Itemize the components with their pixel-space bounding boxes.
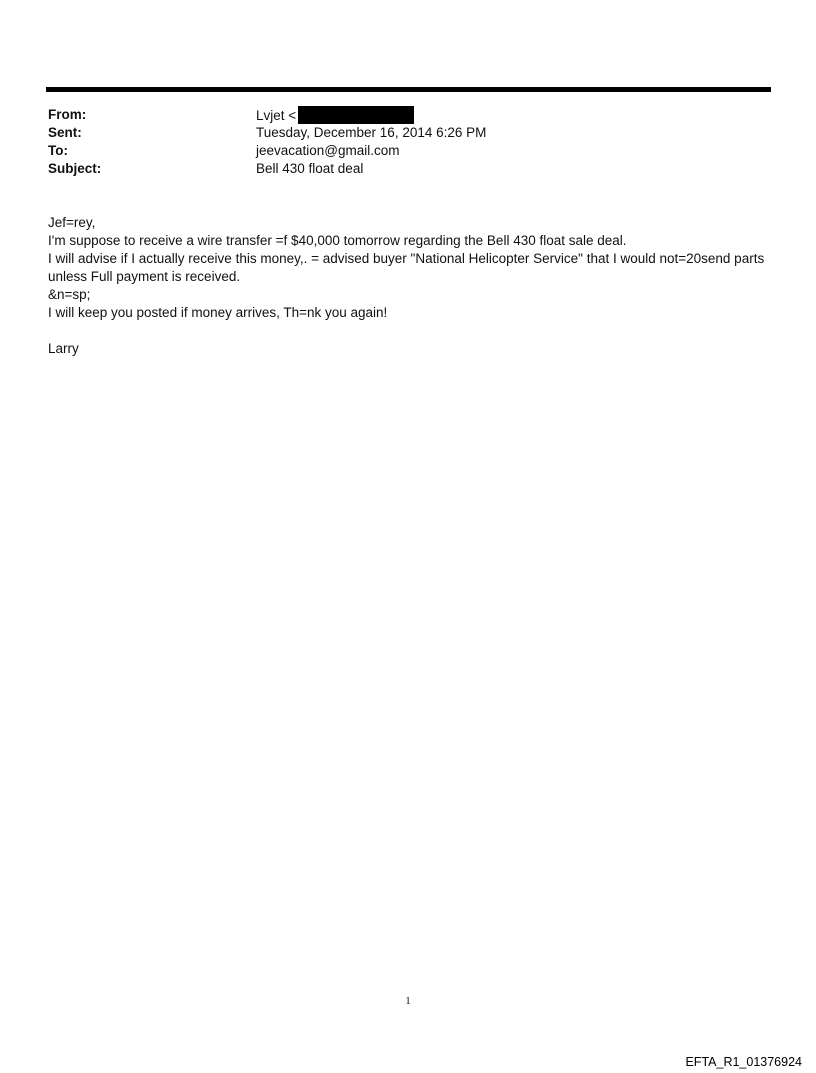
header-row-to: [48, 142, 768, 160]
body-line: I will keep you posted if money arrives, Th=nk you again!: [48, 305, 388, 320]
header-row-sent: [48, 124, 768, 142]
email-body: [48, 214, 778, 358]
header-divider-rule: [46, 87, 771, 92]
to-label: To:: [48, 143, 68, 158]
body-line: &n=sp;: [48, 287, 91, 302]
page-number: 1: [405, 995, 411, 1007]
header-row-from: [48, 106, 768, 124]
sent-value: Tuesday, December 16, 2014 6:26 PM: [256, 125, 487, 140]
document-id: EFTA_R1_01376924: [685, 1055, 802, 1069]
body-line: unless Full payment is received.: [48, 269, 241, 284]
sent-label: Sent:: [48, 125, 82, 140]
redaction-block: [298, 106, 414, 124]
email-header: [48, 106, 768, 178]
body-line-signature: Larry: [48, 341, 79, 356]
from-value: [256, 106, 414, 125]
from-label: From:: [48, 107, 87, 122]
body-line: I will advise if I actually receive this money,. = advised buyer "National Helicopter Service" that I would not=20send parts: [48, 251, 765, 266]
header-row-subject: [48, 160, 768, 178]
from-sender-text: Lvjet <: [256, 108, 297, 123]
subject-value: Bell 430 float deal: [256, 161, 364, 176]
to-value: jeevacation@gmail.com: [256, 143, 400, 158]
subject-label: Subject:: [48, 161, 102, 176]
body-line-salutation: Jef=rey,: [48, 215, 96, 230]
body-blank-line: [48, 322, 778, 340]
body-line: I'm suppose to receive a wire transfer =f $40,000 tomorrow regarding the Bell 430 float sale deal.: [48, 233, 627, 248]
